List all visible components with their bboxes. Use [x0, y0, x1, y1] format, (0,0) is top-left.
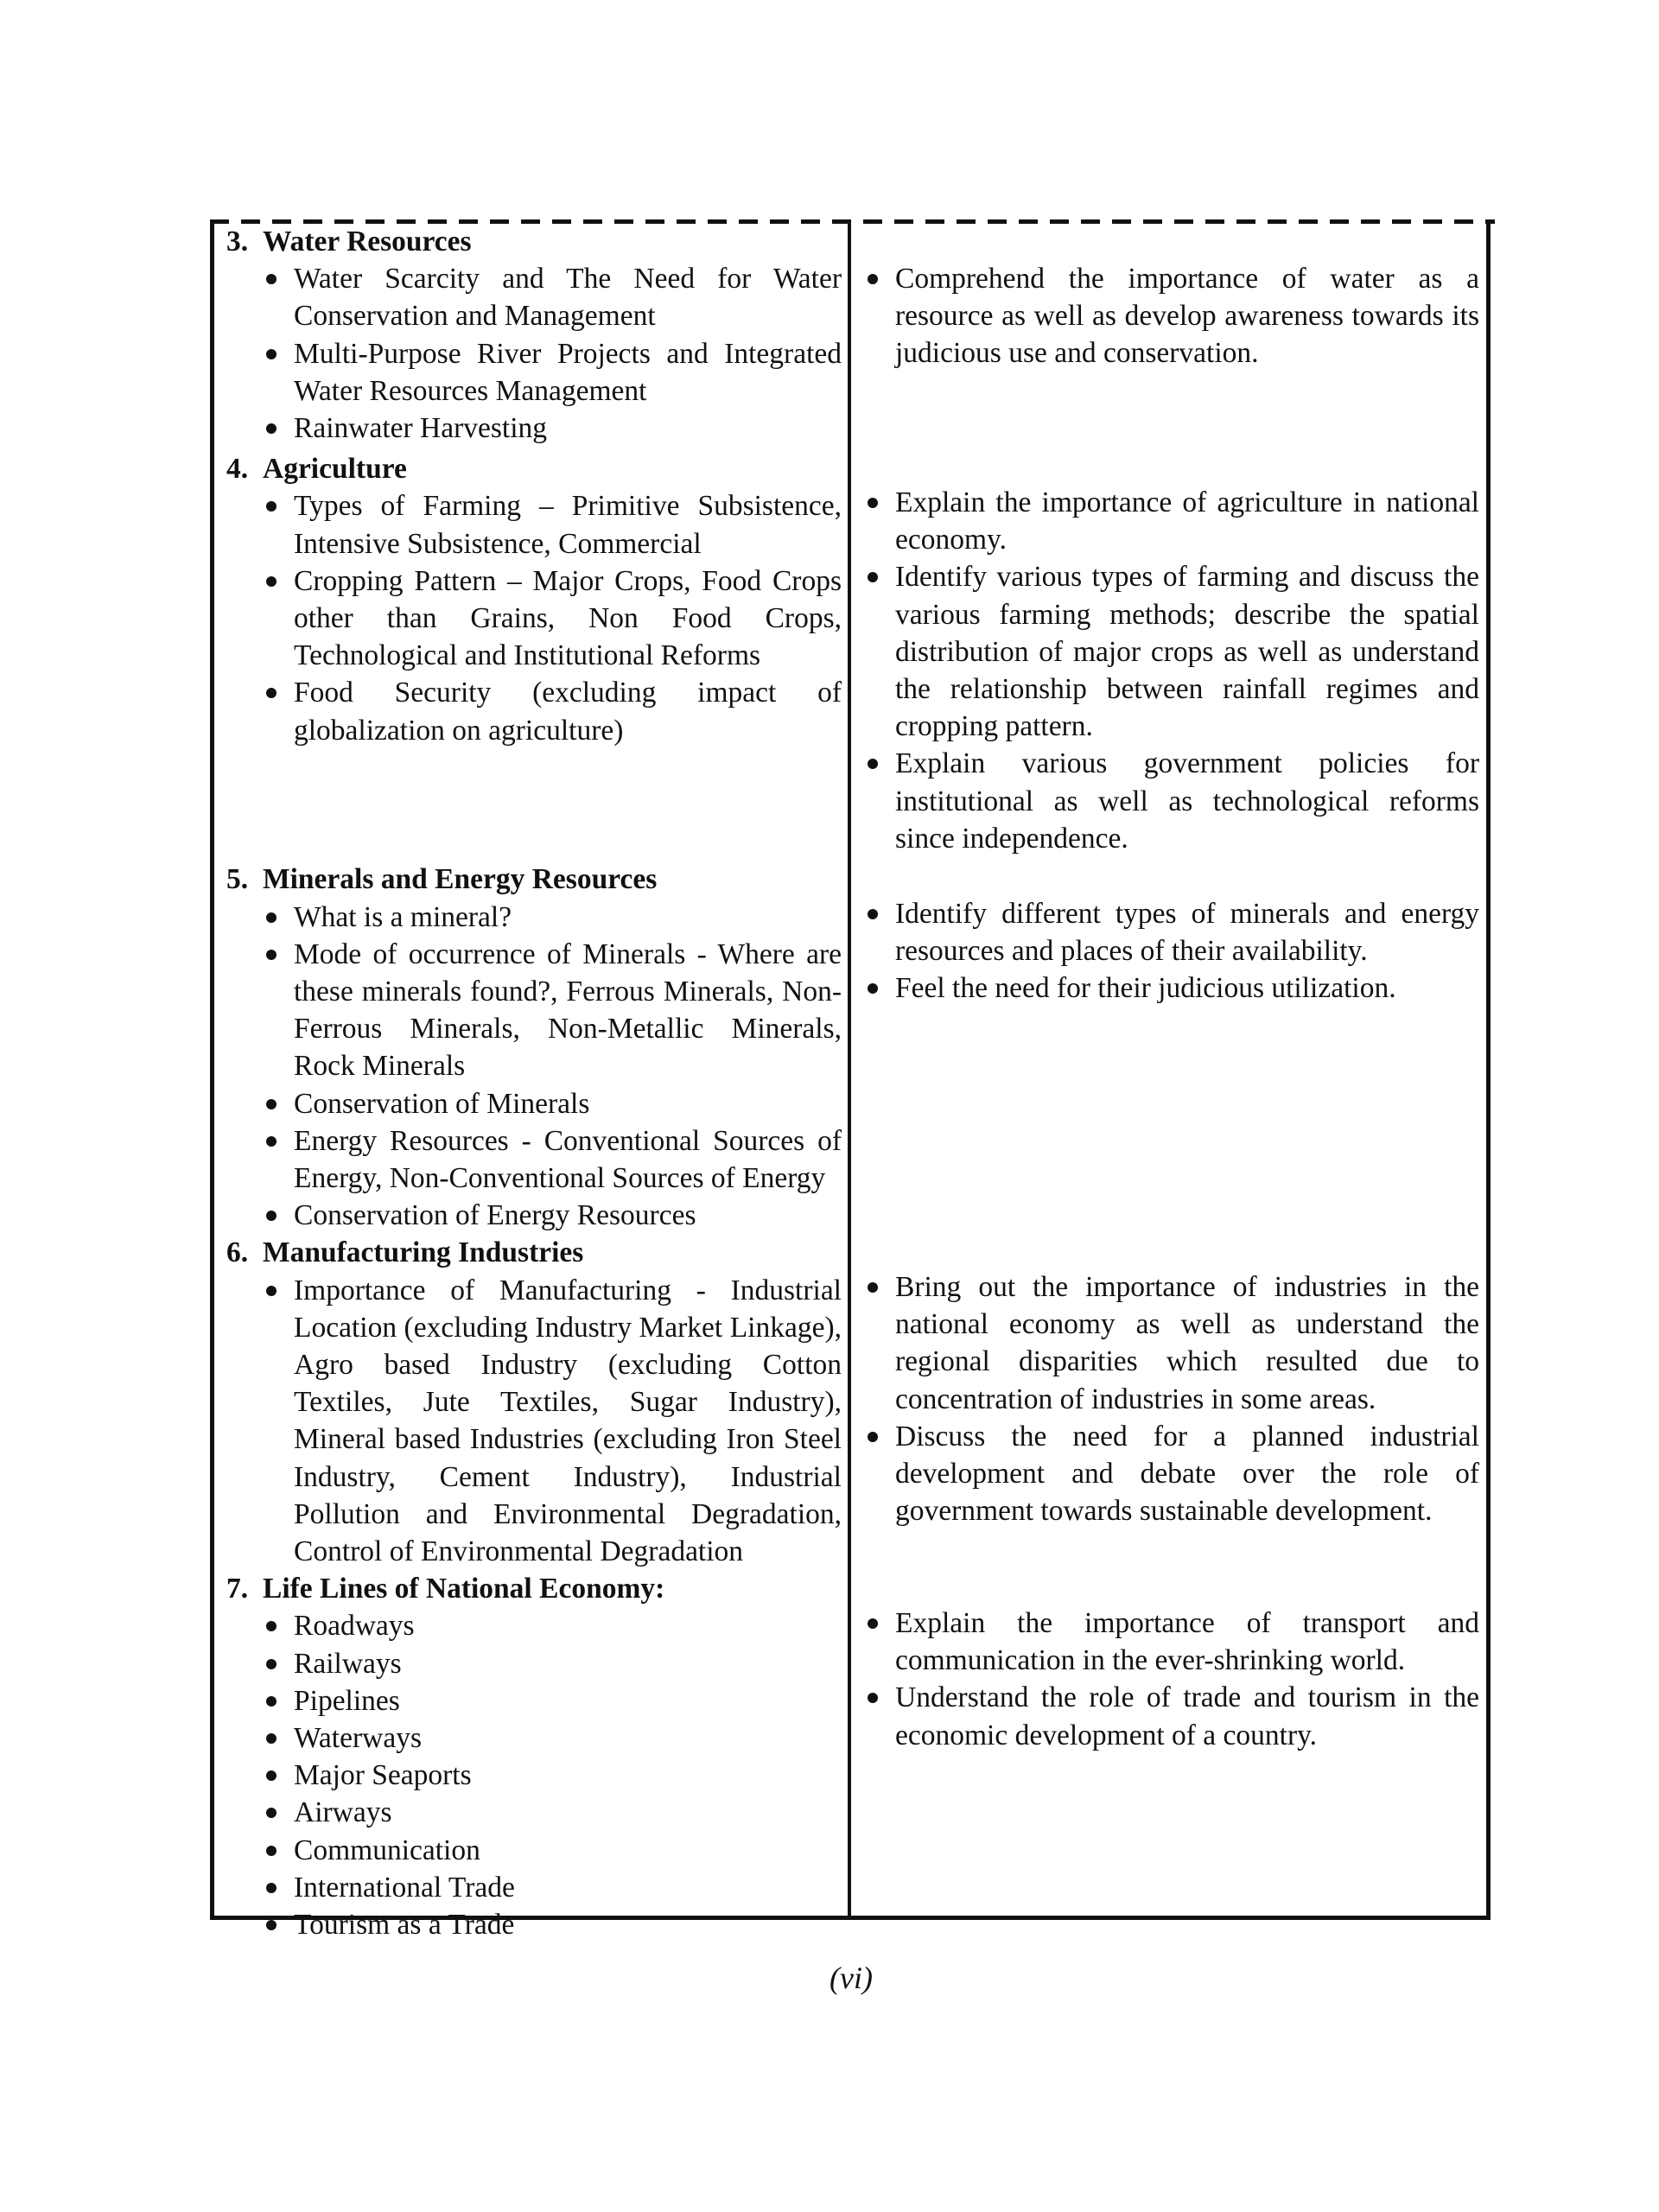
bullet-icon [868, 498, 878, 508]
bullet-icon [868, 1693, 878, 1703]
unit-3-objectives [864, 260, 1479, 372]
bullet-icon [266, 423, 276, 434]
bullet-icon [868, 1618, 878, 1629]
unit-5-objectives [864, 895, 1479, 1007]
bullet-icon [266, 1883, 276, 1893]
topic-item: Waterways [263, 1719, 842, 1757]
topic-item: Railways [263, 1645, 842, 1682]
objective-item: Bring out the importance of industries in the national economy as well as understand the regional disparities which resulted due to concentration of industries in some areas. [864, 1268, 1479, 1418]
topic-item: Tourism as a Trade [263, 1906, 842, 1943]
objective-item: Identify various types of farming and discuss the various farming methods; describe the spatial distribution of major crops as well as understand the relationship between rainfall regimes and cropping pattern. [864, 558, 1479, 745]
bullet-icon [266, 501, 276, 512]
unit-heading [226, 223, 842, 260]
topic-item: Rainwater Harvesting [263, 410, 842, 447]
unit-title: Manufacturing Industries [263, 1236, 584, 1269]
bullet-icon [266, 274, 276, 284]
topic-item: What is a mineral? [263, 899, 842, 936]
topic-item: International Trade [263, 1869, 842, 1906]
unit-4-objectives [864, 484, 1479, 857]
bullet-icon [266, 1286, 276, 1296]
unit-7-topics [226, 1570, 842, 1943]
topic-item: Pipelines [263, 1682, 842, 1719]
page-number: (vi) [830, 1961, 873, 1995]
topics-column [226, 223, 842, 1943]
objective-item: Explain the importance of transport and communication in the ever-shrinking world. [864, 1605, 1479, 1679]
unit-number: 5. [226, 863, 249, 896]
topic-item: Airways [263, 1794, 842, 1831]
unit-title: Water Resources [263, 226, 472, 257]
bullet-icon [868, 572, 878, 582]
bullet-icon [266, 912, 276, 923]
unit-title: Agriculture [263, 453, 407, 486]
unit-title: Minerals and Energy Resources [263, 863, 658, 896]
objective-item: Identify different types of minerals and energy resources and places of their availability. [864, 895, 1479, 969]
topic-item: Mode of occurrence of Minerals - Where are these minerals found?, Ferrous Minerals, Non-Ferrous Minerals, Non-Metallic Minerals, Rock Minerals [263, 936, 842, 1085]
bullet-icon [868, 1432, 878, 1442]
unit-title: Life Lines of National Economy: [263, 1573, 665, 1605]
unit-5-topics [226, 861, 842, 1234]
bullet-icon [266, 576, 276, 587]
bullet-icon [266, 1621, 276, 1631]
unit-heading [226, 1234, 842, 1271]
objectives-column [864, 1268, 1479, 1529]
bullet-icon [266, 950, 276, 960]
bullet-icon [266, 1920, 276, 1930]
bullet-icon [266, 1136, 276, 1147]
bullet-icon [266, 1659, 276, 1669]
bullet-icon [266, 688, 276, 698]
topic-item: Food Security (excluding impact of globalization on agriculture) [263, 674, 842, 748]
bullet-icon [868, 909, 878, 919]
unit-3-topics [226, 223, 842, 447]
unit-6-objectives [864, 1268, 1479, 1529]
bullet-icon [266, 1733, 276, 1744]
bullet-icon [266, 1770, 276, 1781]
unit-heading [226, 1570, 842, 1607]
bullet-icon [266, 1099, 276, 1109]
topic-item: Cropping Pattern – Major Crops, Food Crops other than Grains, Non Food Crops, Technological and Institutional Reforms [263, 563, 842, 675]
topic-item: Conservation of Energy Resources [263, 1197, 842, 1234]
objectives-column [864, 484, 1479, 857]
objective-item: Explain the importance of agriculture in national economy. [864, 484, 1479, 558]
topic-item: Conservation of Minerals [263, 1085, 842, 1122]
bullet-icon [868, 759, 878, 769]
objective-item: Understand the role of trade and tourism in the economic development of a country. [864, 1679, 1479, 1753]
topic-item: Importance of Manufacturing - Industrial Location (excluding Industry Market Linkage), Agro based Industry (excluding Cotton Textiles, Jute Textiles, Sugar Industry), Mineral based Industries (excluding Iron Steel Industry, Cement Industry), Industrial Pollution and Environmental Degradation, Control of Environmental Degradation [263, 1272, 842, 1571]
unit-number: 3. [226, 226, 249, 257]
topic-item: Water Scarcity and The Need for Water Conservation and Management [263, 260, 842, 334]
objective-item: Discuss the need for a planned industrial development and debate over the role of government towards sustainable development. [864, 1418, 1479, 1530]
objectives-column [864, 895, 1479, 1007]
bullet-icon [868, 274, 878, 284]
bullet-icon [266, 1846, 276, 1856]
topic-item: Energy Resources - Conventional Sources of Energy, Non-Conventional Sources of Energy [263, 1122, 842, 1197]
unit-number: 4. [226, 453, 249, 486]
topic-item: Communication [263, 1832, 842, 1869]
objective-item: Comprehend the importance of water as a resource as well as develop awareness towards its judicious use and conservation. [864, 260, 1479, 372]
unit-7-objectives [864, 1605, 1479, 1754]
unit-number: 7. [226, 1573, 249, 1605]
unit-heading [226, 861, 842, 898]
bullet-icon [266, 349, 276, 359]
bullet-icon [868, 1282, 878, 1293]
unit-heading [226, 450, 842, 487]
objective-item: Explain various government policies for institutional as well as technological reforms since independence. [864, 745, 1479, 857]
objectives-column [864, 1605, 1479, 1754]
bullet-icon [868, 983, 878, 994]
topic-item: Multi-Purpose River Projects and Integrated Water Resources Management [263, 335, 842, 410]
bullet-icon [266, 1808, 276, 1818]
objectives-column [864, 260, 1479, 372]
bullet-icon [266, 1696, 276, 1707]
unit-6-topics [226, 1234, 842, 1570]
unit-4-topics [226, 450, 842, 861]
topic-item: Roadways [263, 1607, 842, 1644]
unit-number: 6. [226, 1236, 249, 1269]
topic-item: Types of Farming – Primitive Subsistence, Intensive Subsistence, Commercial [263, 487, 842, 562]
objective-item: Feel the need for their judicious utilization. [864, 969, 1479, 1007]
column-divider [848, 221, 851, 1920]
topic-item: Major Seaports [263, 1757, 842, 1794]
bullet-icon [266, 1211, 276, 1221]
